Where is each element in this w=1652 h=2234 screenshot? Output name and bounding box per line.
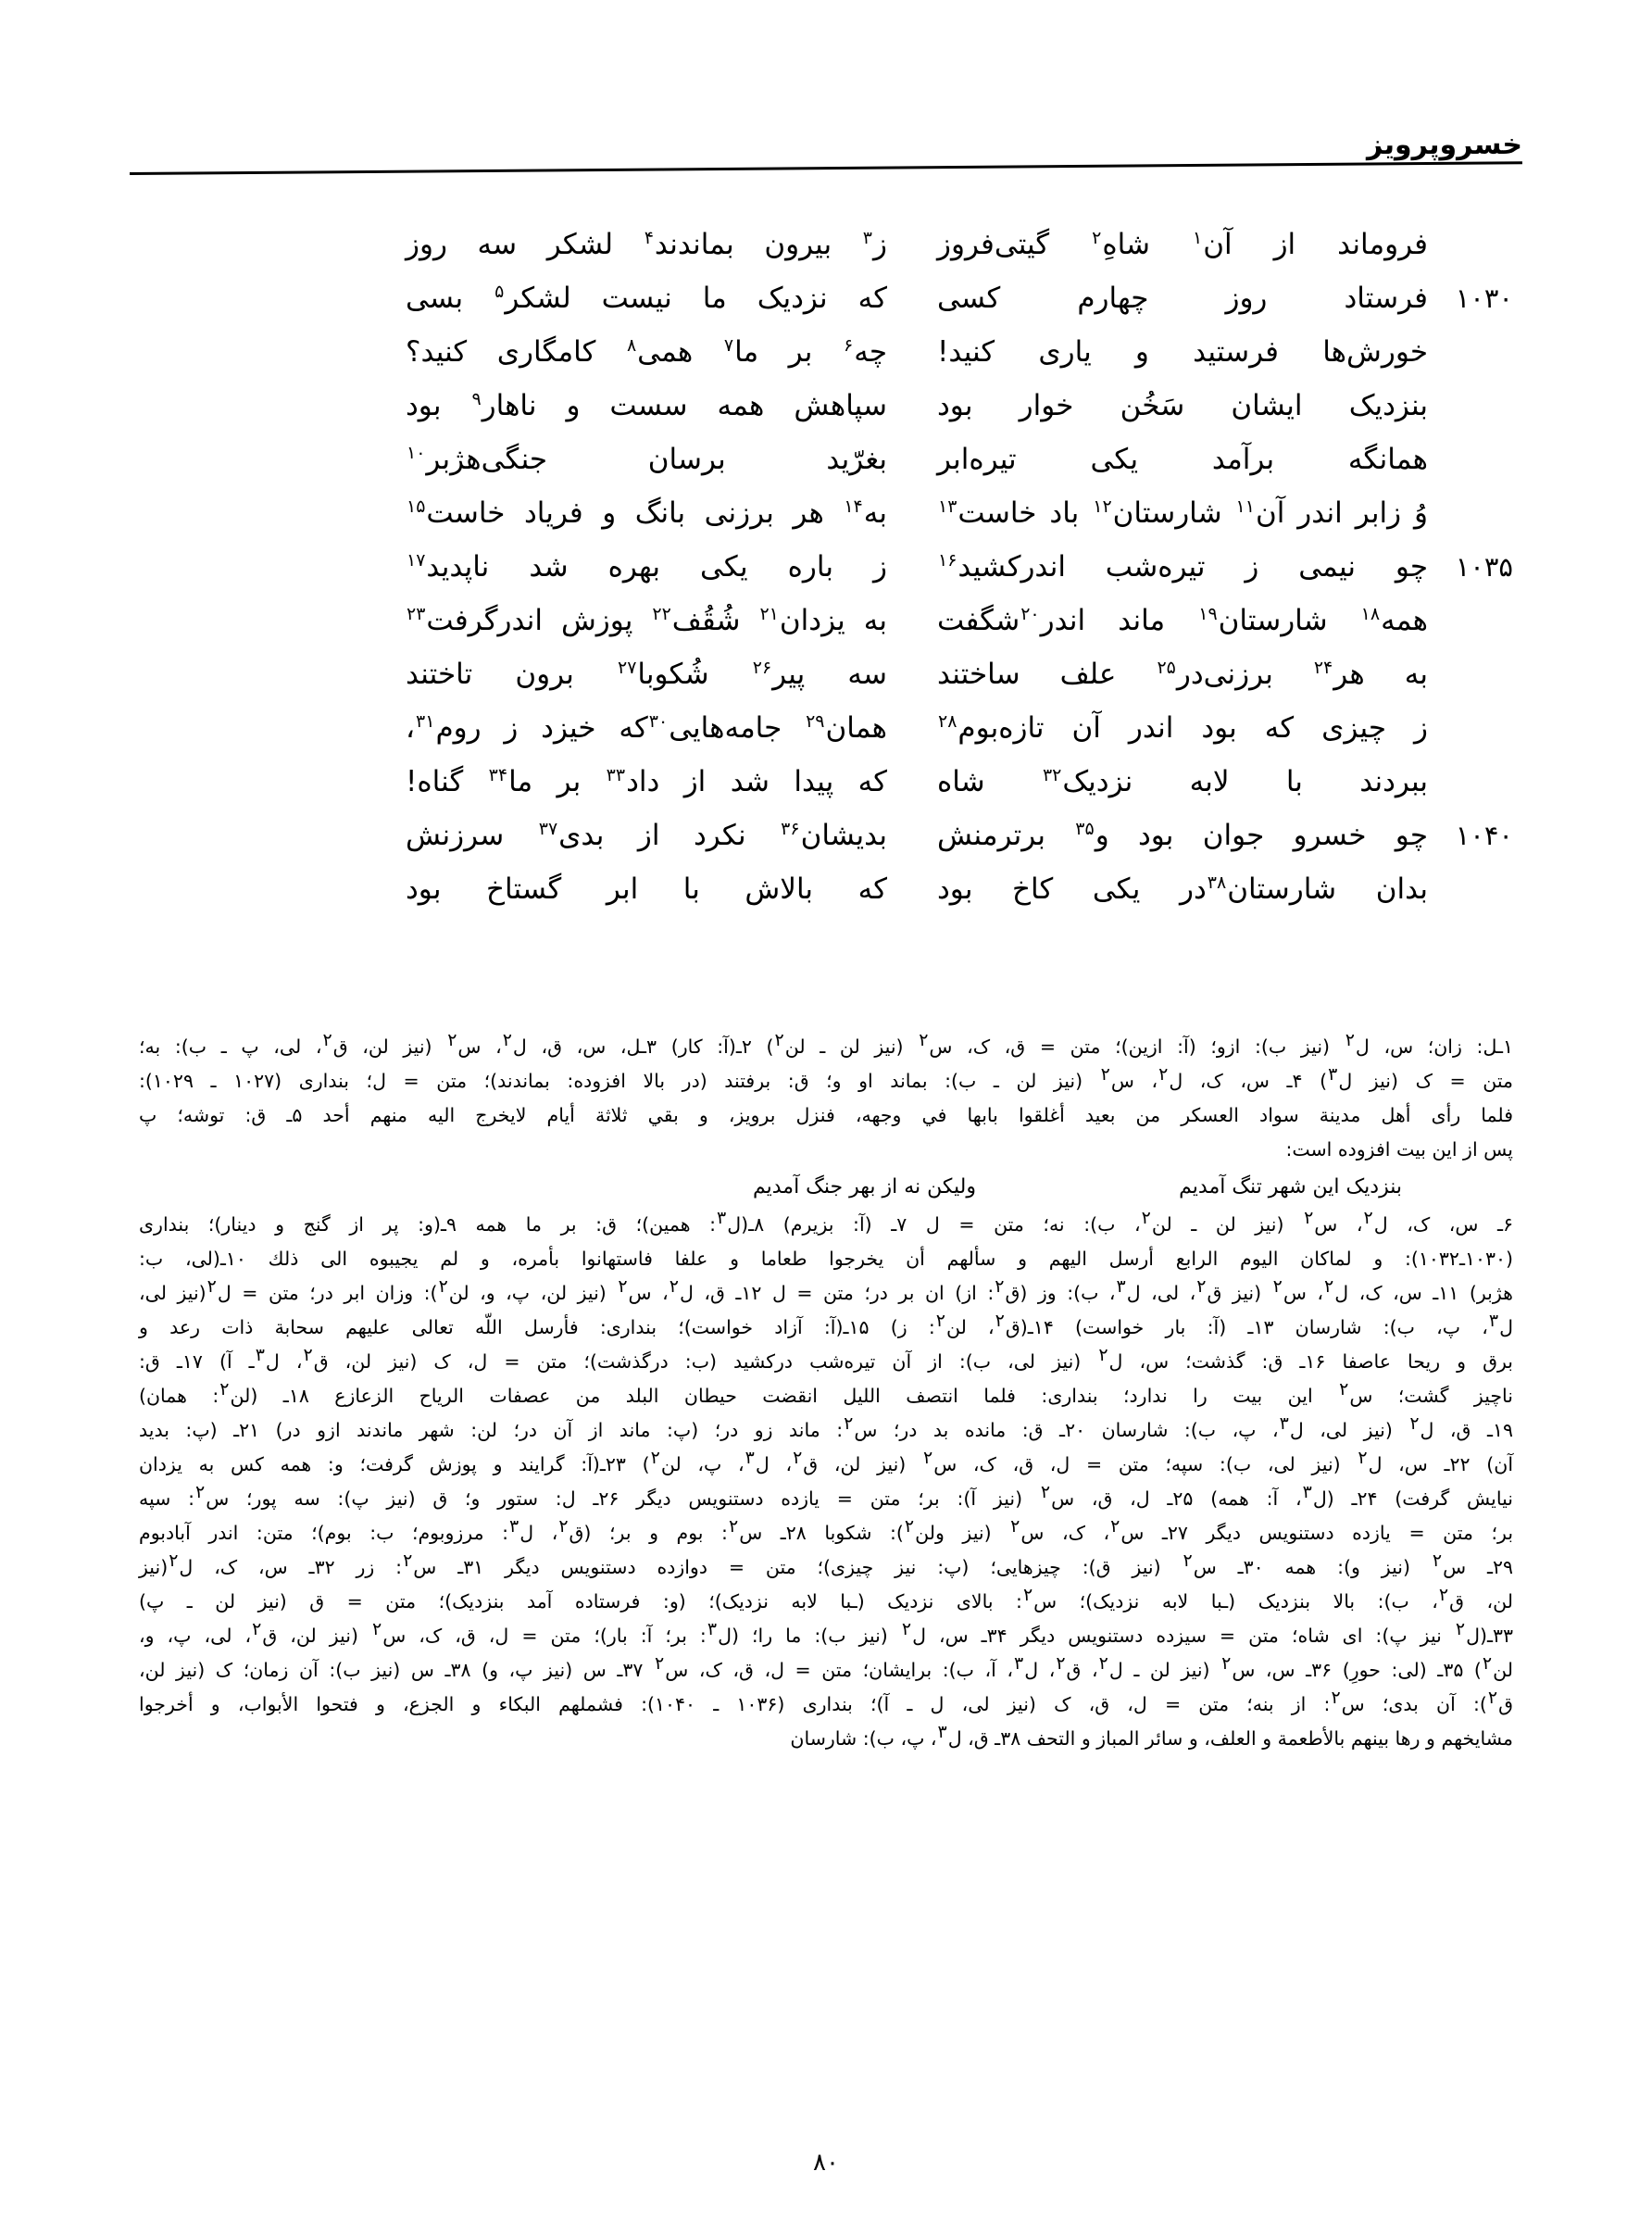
hemistich-second: ز$^۳$ بیرون بماندند$^۴$ لشکر سه روز (406, 227, 887, 261)
hemistich-first: چو نیمی ز تیره‌شب اندرکشید$^{۱۶}$ (938, 549, 1428, 584)
hemistich-second: ز باره یکی بهره شد ناپدید$^{۱۷}$ (407, 549, 887, 584)
hemistich-first: فرستاد روز چهارم کسی (937, 282, 1428, 315)
hemistich-second: همان$^{۲۹}$ جامه‌هایی$^{۳۰}$که خیزد ز روم$^{۳۱}$، (406, 710, 887, 745)
hemistich-first: ببردند با لابه نزدیک$^{۳۲}$ شاه (937, 764, 1429, 798)
verse-block (139, 218, 1513, 916)
apparatus-line: ق$^۲$): آن بدی؛ س$^۲$: از بنه؛ متن = ل، ق، ک (نیز لی، ل ـ آ)؛ بنداری (۱۰۳۶ ـ ۱۰۴۰): فشملهم البكاء و الجزع، و فتحوا الأبواب، و أخرجوا (139, 1688, 1513, 1715)
running-head-rule (130, 161, 1522, 175)
verse-couplet (139, 809, 1513, 862)
running-head (130, 129, 1522, 180)
verse-number: ۱۰۴۰ (1455, 820, 1513, 851)
hemistich-first: همه$^{۱۸}$ شارستان$^{۱۹}$ ماند اندر$^{۲۰}$شگفت (937, 603, 1428, 637)
apparatus-added-verse (139, 1167, 1402, 1208)
apparatus-line: ۱۹ـ ق، ل$^۲$ (نیز لی، ل$^۳$، پ، ب): شارسان ۲۰ـ ق: مانده بد در؛ س$^۲$: ماند زو در؛ (پ: ماند از آن در؛ لن: شهر ماندند ازو در) ۲۱ـ (پ: بدید (139, 1413, 1513, 1441)
hemistich-first: خورش‌ها فرستید و یاری کنید! (937, 335, 1428, 369)
hemistich-first: بدان شارستان$^{۳۸}$در یکی کاخ بود (937, 872, 1428, 906)
apparatus-line: فلما رأى أهل مدينة سواد العسكر من بعيد أغلقوا بابها في وجهه، فنزل برويز، و بقي ثلاثة أيام لايخرج اليه منهم أحد ۵ـ ق: توشه؛ پ (139, 1104, 1513, 1126)
hemistich-first: فروماند از آن$^۱$ شاهِ$^۲$ گیتی‌فروز (937, 227, 1428, 261)
verse-couplet (139, 701, 1513, 755)
verse-number: ۱۰۳۰ (1455, 282, 1513, 314)
apparatus-line: ناچیز گشت؛ س$^۲$ این بیت را ندارد؛ بنداری: فلما انتصف الليل انقضت حيطان البلد من عصفات الرياح الزعازع ۱۸ـ (لن$^۲$: همان) (139, 1379, 1514, 1407)
apparatus-line: متن = ک (نیز ل$^۳$) ۴ـ س، ک، ل$^۲$، س$^۲$ (نیز لن ـ ب): بماند او و؛ ق: برفتند (در بالا افزوده: بماندند)؛ متن = ل؛ بنداری (۱۰۲۷ ـ ۱۰۲۹): (139, 1064, 1513, 1092)
apparatus-line: ۶ـ س، ک، ل$^۲$، س$^۲$ (نیز لن ـ لن$^۲$، ب): نه؛ متن = ل ۷ـ (آ: بزیرم) ۸ـ(ل$^۳$: همین)؛ ق: بر ما همه ۹ـ(و: پر از گنج و دینار)؛ بنداری (139, 1208, 1514, 1236)
verse-couplet (139, 433, 1513, 486)
verse-couplet (139, 271, 1513, 325)
verse-couplet (139, 325, 1513, 379)
hemistich-second: که نزدیک ما نیست لشکر$^۵$ بسی (406, 281, 887, 315)
apparatus-line: ۳۳ـ(ل$^۲$ نیز پ): ای شاه؛ متن = سیزده دستنویس دیگر ۳۴ـ س، ل$^۲$ (نیز ب): ما را؛ (ل$^۳$: بر؛ آ: بار)؛ متن = ل، ق، ک، س$^۲$ (نیز لن، ق$^۲$، لی، پ، و، (139, 1619, 1514, 1647)
verse-couplet (139, 218, 1513, 271)
apparatus-line: لن$^۲$) ۳۵ـ (لی: حورِ) ۳۶ـ س، س$^۲$ (نیز لن ـ ل$^۲$، ق$^۲$، ل$^۳$، آ، ب): برایشان؛ متن = ل، ق، ک، س$^۲$ ۳۷ـ س (نیز پ، و) ۳۸ـ س (نیز ب): آن زمان؛ ک (نیز لن، (139, 1653, 1513, 1681)
hemistich-second: که بالاش با ابر گستاخ بود (406, 872, 887, 906)
hemistich-first: بنزدیک ایشان سَخُن خوار بود (937, 389, 1428, 422)
hemistich-second: چه$^۶$ بر ما$^۷$ همی$^۸$ کامگاری کنید؟ (406, 334, 887, 369)
apparatus-line: مشايخهم و رها بينهم بالأطعمة و العلف، و سائر المباز و التحف ۳۸ـ ق، ل$^۳$، پ، ب): شارسان (790, 1722, 1513, 1750)
verse-couplet (139, 862, 1513, 916)
hemistich-second: بغرّید برسان جنگی‌هژبر$^{۱۰}$ (407, 442, 887, 476)
verse-couplet (139, 647, 1513, 701)
added-verse-hemistich-second: ولیکن نه از بهر جنگ آمدیم (752, 1175, 976, 1199)
apparatus-line: ۲۹ـ س$^۲$ (نیز و): همه ۳۰ـ س$^۲$ (نیز ق): چیزهایی؛ (پ: نیز چیزی)؛ متن = دوازده دستنویس دیگر ۳۱ـ س$^۲$: زر ۳۲ـ س، ک، ل$^۲$(نیز (139, 1550, 1514, 1578)
running-head-title: خسروپرویز (1367, 129, 1522, 161)
apparatus-line: پس از این بیت افزوده است: (1285, 1138, 1513, 1161)
hemistich-first: چو خسرو جوان بود و$^{۳۵}$ برترمنش (937, 818, 1428, 852)
apparatus-line: ل$^۳$، پ، ب): شارسان ۱۳ـ (آ: بار خواست) ۱۴ـ(ق$^۲$، لن$^۲$: ز) ۱۵ـ(آ: آزاد خواست)؛ بنداری: فأرسل اللّه تعالى عليهم سحابة ذات رعد و (139, 1311, 1513, 1338)
verse-couplet (139, 594, 1513, 647)
added-verse-hemistich-first: بنزدیک این شهر تنگ آمدیم (1179, 1175, 1402, 1199)
verse-couplet (139, 486, 1513, 540)
hemistich-first: به هر$^{۲۴}$ برزنی‌در$^{۲۵}$ علف ساختند (937, 657, 1428, 691)
verse-couplet (139, 379, 1513, 433)
hemistich-second: به$^{۱۴}$ هر برزنی بانگ و فریاد خاست$^{۱۵}$ (407, 496, 887, 530)
hemistich-first: همانگه برآمد یکی تیره‌ابر (937, 443, 1428, 476)
verse-number: ۱۰۳۵ (1455, 551, 1513, 583)
apparatus-line: نیایش گرفت) ۲۴ـ (ل$^۳$، آ: همه) ۲۵ـ ل، ق، س$^۲$ (نیز آ): بر؛ متن = یازده دستنویس دیگر ۲۶ـ ل: ستور و؛ ق (نیز پ): سه پور؛ س$^۲$: سپه (139, 1482, 1514, 1510)
verse-couplet (139, 540, 1513, 594)
hemistich-first: ز چیزی که بود اندر آن تازه‌بوم$^{۲۸}$ (938, 710, 1428, 745)
hemistich-second: که پیدا شد از داد$^{۳۳}$ بر ما$^{۳۴}$ گناه! (406, 764, 887, 798)
apparatus-line: (۱۰۳۰ـ۱۰۳۲): و لماكان اليوم الرابع أرسل اليهم و سألهم أن يخرجوا طعاما و علفا فاستهانوا بأمره، و لم يجيبوه الى ذلك ۱۰ـ(لی، ب: (139, 1248, 1513, 1270)
apparatus-line: برق و ريحا عاصفا ۱۶ـ ق: گذشت؛ س، ل$^۲$ (نیز لی، ب): از آن تیره‌شب درکشید (ب: درگذشت)؛ متن = ل، ک (نیز لن، ق$^۲$، ل$^۳$ـ آ) ۱۷ـ ق: (139, 1345, 1514, 1373)
hemistich-second: به یزدان$^{۲۱}$ شُقُف$^{۲۲}$ پوزش اندرگرفت$^{۲۳}$ (407, 603, 887, 637)
critical-apparatus (139, 1030, 1513, 1756)
apparatus-line: بر؛ متن = یازده دستنویس دیگر ۲۷ـ س$^۲$، ک، س$^۲$ (نیز ولن$^۲$): شکوبا ۲۸ـ س$^۲$: بوم و بر؛ (ق$^۲$، ل$^۳$: مرزوبوم؛ ب: بوم)؛ متن: اندر آبادبوم (139, 1516, 1514, 1544)
apparatus-line: ۱ـل: زان؛ س، ل$^۲$ (نیز ب): ازو؛ (آ: ازین)؛ متن = ق، ک، س$^۲$ (نیز لن ـ لن$^۲$) ۲ـ(آ: کار) ۳ـل، س، ق، ل$^۲$، س$^۲$ (نیز لن، ق$^۲$، لی، پ ـ ب): به؛ (139, 1030, 1513, 1058)
hemistich-second: بدیشان$^{۳۶}$ نکرد از بدی$^{۳۷}$ سرزنش (406, 818, 887, 852)
folio-number: ۸۰ (813, 2149, 839, 2177)
hemistich-first: وُ زابر اندر آن$^{۱۱}$ شارستان$^{۱۲}$ باد خاست$^{۱۳}$ (938, 496, 1428, 530)
apparatus-line: آن) ۲۲ـ س، ل$^۲$ (نیز لی، ب): سپه؛ متن = ل، ق، ک، س$^۲$ (نیز لن، ق$^۲$، ل$^۳$، پ، لن$^۲$) ۲۳ـ(آ: گرایند و پوزش گرفت؛ و: همه کس به یزدان (139, 1448, 1514, 1475)
apparatus-line: هژبر) ۱۱ـ س، ک، ل$^۲$، س$^۲$ (نیز ق$^۲$، لی، ل$^۳$، ب): وز (ق$^۲$: از) ان بر در؛ متن = ل ۱۲ـ ق، ل$^۲$، س$^۲$ (نیز لن، پ، و، لن$^۲$): وزان ابر در؛ متن = ل$^۲$(نیز لی، (139, 1276, 1513, 1304)
apparatus-line: لن، ق$^۲$، ب): بالا بنزدیک (ـبا لابه نزدیک)؛ س$^۲$: بالای نزدیک (ـبا لابه نزدیک)؛ (و: فرستاده آمد بنزدیک)؛ متن = ق (نیز لن ـ پ) (139, 1585, 1513, 1613)
verse-couplet (139, 755, 1513, 809)
hemistich-second: سپاهش همه سست و ناهار$^۹$ بود (406, 388, 887, 422)
hemistich-second: سه پیر$^{۲۶}$ شُکوبا$^{۲۷}$ برون تاختند (406, 657, 887, 691)
